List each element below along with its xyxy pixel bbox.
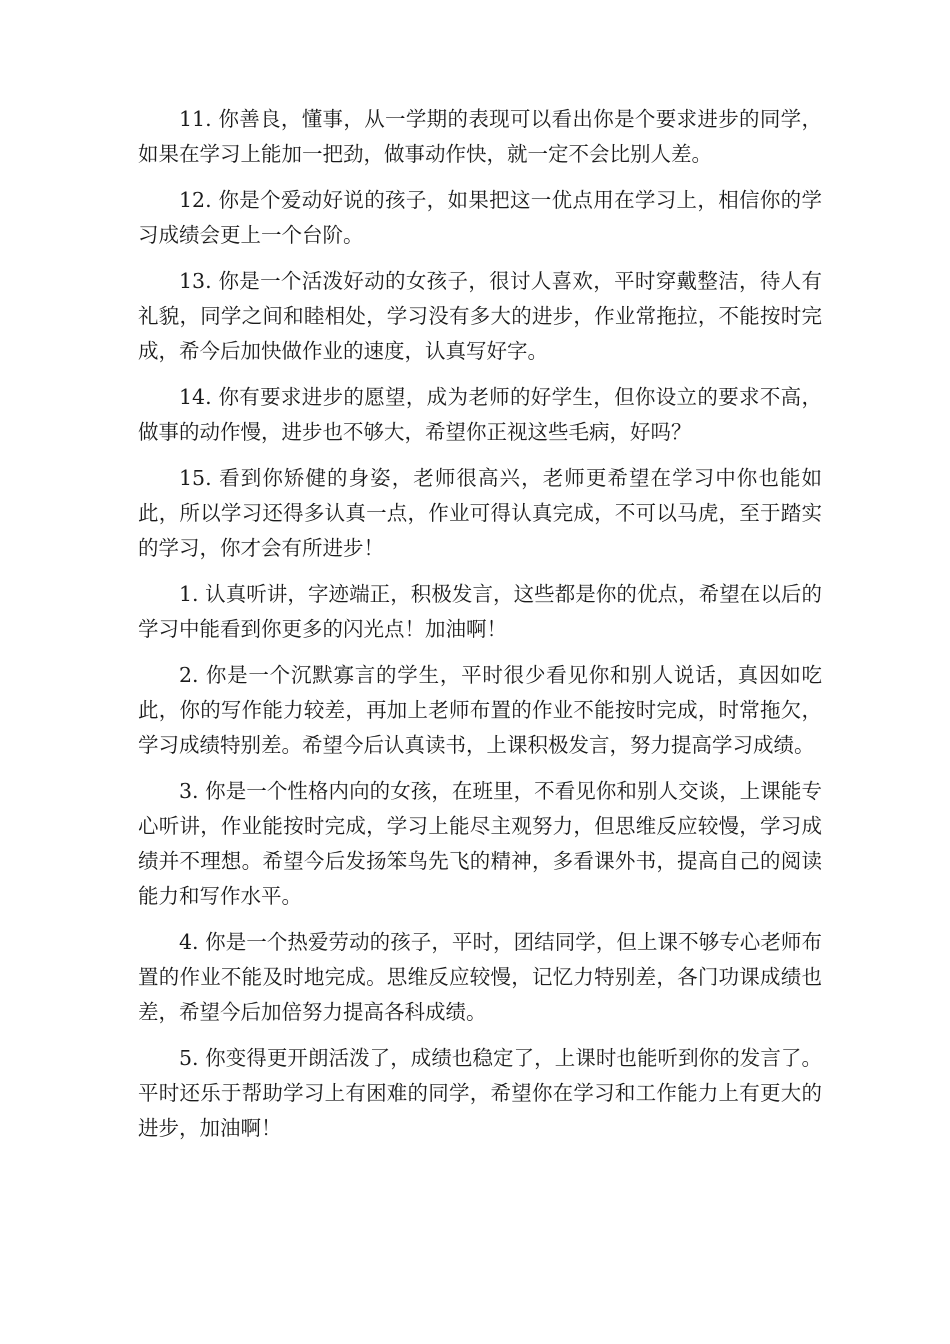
comment-paragraph-15: 15. 看到你矫健的身姿，老师很高兴，老师更希望在学习中你也能如此，所以学习还得多认真一点，作业可得认真完成，不可以马虎，至于踏实的学习，你才会有所进步！ bbox=[138, 466, 822, 560]
comment-paragraph-13: 13. 你是一个活泼好动的女孩子，很讨人喜欢，平时穿戴整洁，待人有礼貌，同学之间和睦相处，学习没有多大的进步，作业常拖拉，不能按时完成，希今后加快做作业的速度，认真写好字。 bbox=[138, 269, 822, 363]
comment-paragraph-3: 3. 你是一个性格内向的女孩，在班里，不看见你和别人交谈，上课能专心听讲，作业能按时完成，学习上能尽主观努力，但思维反应较慢，学习成绩并不理想。希望今后发扬笨鸟先飞的精神，多看课外书，提高自己的阅读能力和写作水平。 bbox=[138, 779, 822, 908]
comment-paragraph-11: 11. 你善良，懂事，从一学期的表现可以看出你是个要求进步的同学，如果在学习上能加一把劲，做事动作快，就一定不会比别人差。 bbox=[138, 107, 822, 166]
document-page bbox=[138, 102, 822, 1157]
comment-paragraph-14: 14. 你有要求进步的愿望，成为老师的好学生，但你设立的要求不高，做事的动作慢，进步也不够大，希望你正视这些毛病，好吗？ bbox=[138, 385, 822, 444]
comment-paragraph-4: 4. 你是一个热爱劳动的孩子，平时，团结同学，但上课不够专心老师布置的作业不能及时地完成。思维反应较慢，记忆力特别差，各门功课成绩也差，希望今后加倍努力提高各科成绩。 bbox=[138, 930, 822, 1024]
comment-paragraph-1: 1. 认真听讲，字迹端正，积极发言，这些都是你的优点，希望在以后的学习中能看到你更多的闪光点！加油啊！ bbox=[138, 582, 822, 641]
comment-paragraph-2: 2. 你是一个沉默寡言的学生，平时很少看见你和别人说话，真因如吃此，你的写作能力较差，再加上老师布置的作业不能按时完成，时常拖欠，学习成绩特别差。希望今后认真读书，上课积极发言，努力提高学习成绩。 bbox=[138, 663, 822, 757]
comment-paragraph-12: 12. 你是个爱动好说的孩子，如果把这一优点用在学习上，相信你的学习成绩会更上一个台阶。 bbox=[138, 188, 822, 247]
comment-paragraph-5: 5. 你变得更开朗活泼了，成绩也稳定了，上课时也能听到你的发言了。平时还乐于帮助学习上有困难的同学，希望你在学习和工作能力上有更大的进步，加油啊！ bbox=[138, 1046, 822, 1140]
